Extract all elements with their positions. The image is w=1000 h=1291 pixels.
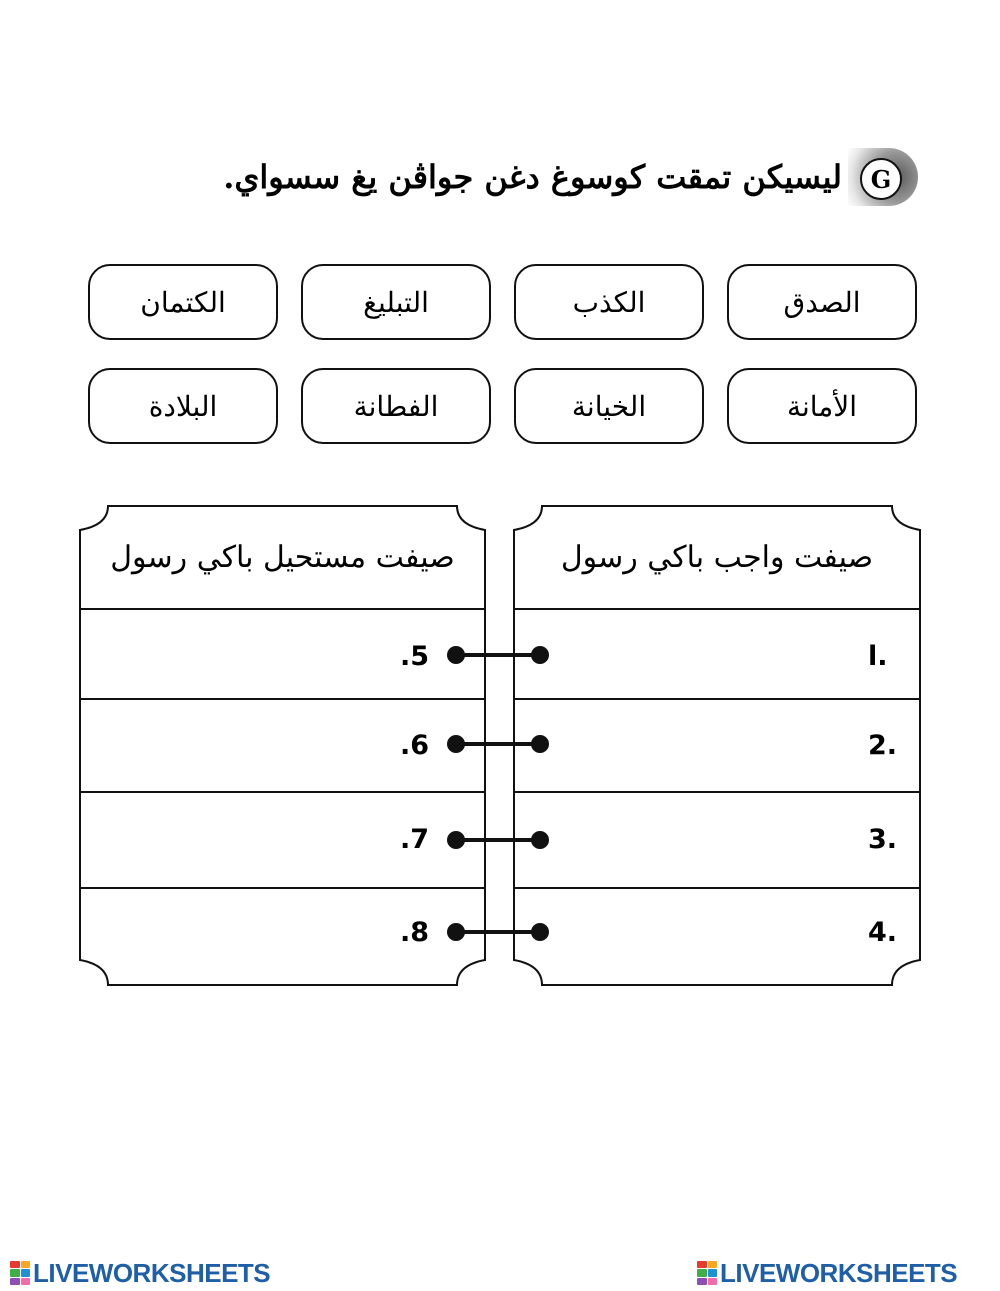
connector-4 [447,923,549,941]
word-chip-2[interactable]: الكذب [514,264,704,340]
right-row-number-3: 3. [868,824,898,855]
section-badge-letter: G [860,158,902,200]
footer-logo-right[interactable] [697,1258,957,1288]
right-table-header: صيفت واجب باكي رسول [560,540,874,575]
brand-text: LIVEWORKSHEETS [33,1257,271,1288]
left-row-number-8: .8 [400,917,430,948]
left-row-number-7: .7 [400,824,430,855]
word-chip-3[interactable]: التبليغ [301,264,491,340]
right-row-number-4: 4. [868,917,898,948]
left-row-number-5: .5 [400,641,430,672]
word-chip-1[interactable]: الصدق [727,264,917,340]
liveworksheets-icon [697,1261,717,1285]
row-separators [80,609,920,888]
word-chip-8[interactable]: البلادة [88,368,278,444]
brand-text: LIVEWORKSHEETS [720,1257,958,1288]
right-row-number-2: 2. [868,730,898,761]
connector-2 [447,735,549,753]
connector-3 [447,831,549,849]
footer-logo-left[interactable] [10,1258,270,1288]
word-chip-7[interactable]: الفطانة [301,368,491,444]
left-table-header: صيفت مستحيل باكي رسول [110,540,455,575]
instruction-text: ليسيكن تمقت كوسوغ دغن جواڤن يغ سسواي. [223,158,842,196]
right-row-number-1: ا. [868,641,888,672]
word-chip-4[interactable]: الكتمان [88,264,278,340]
connector-1 [447,646,549,664]
word-chip-6[interactable]: الخيانة [514,368,704,444]
word-chip-5[interactable]: الأمانة [727,368,917,444]
left-row-number-6: .6 [400,730,430,761]
liveworksheets-icon [10,1261,30,1285]
